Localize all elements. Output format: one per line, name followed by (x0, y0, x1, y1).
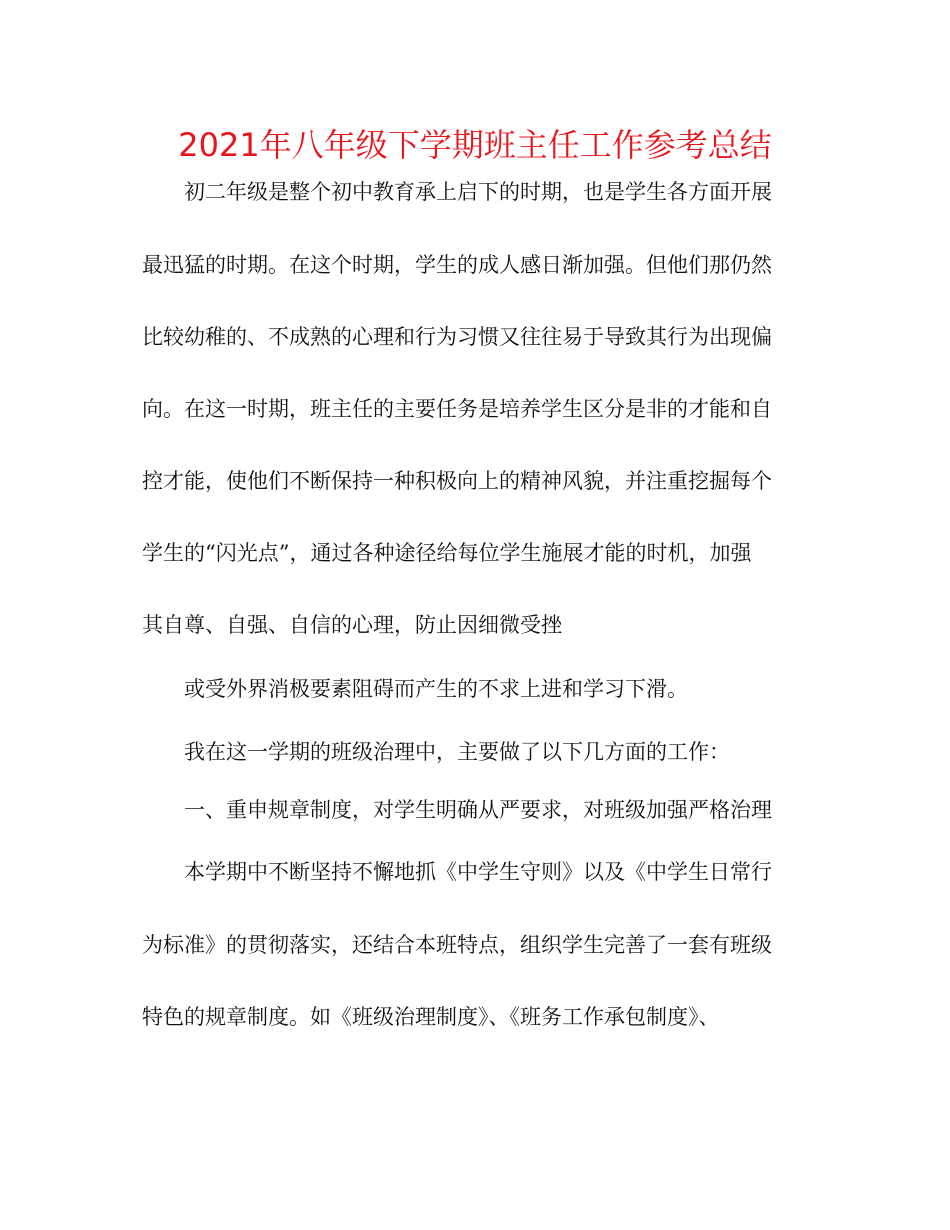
paragraph-line: 最迅猛的时期。在这个时期，学生的成人感日渐加强。但他们那仍然 (142, 253, 772, 277)
paragraph-line: 初二年级是整个初中教育承上启下的时期，也是学生各方面开展 (184, 180, 772, 204)
document-title: 2021年八年级下学期班主任工作参考总结 (178, 126, 772, 164)
paragraph-line: 本学期中不断坚持不懈地抓《中学生守则》以及《中学生日常行 (184, 860, 772, 884)
section-heading: 一、重申规章制度，对学生明确从严要求，对班级加强严格治理 (184, 798, 772, 822)
paragraph-line: 比较幼稚的、不成熟的心理和行为习惯又往往易于导致其行为出现偏 (142, 325, 772, 349)
paragraph-line: 特色的规章制度。如《班级治理制度》、《班务工作承包制度》、 (142, 1005, 720, 1029)
paragraph-line: 其自尊、自强、自信的心理，防止因细微受挫 (142, 613, 562, 637)
paragraph-line: 我在这一学期的班级治理中，主要做了以下几方面的工作： (184, 740, 730, 764)
paragraph-line: 或受外界消极要素阻碍而产生的不求上进和学习下滑。 (184, 677, 688, 701)
paragraph-line: 学生的“闪光点”，通过各种途径给每位学生施展才能的时机，加强 (142, 541, 752, 565)
paragraph-line: 向。在这一时期，班主任的主要任务是培养学生区分是非的才能和自 (142, 397, 772, 421)
paragraph-line: 为标准》的贯彻落实，还结合本班特点，组织学生完善了一套有班级 (142, 933, 772, 957)
paragraph-line: 控才能，使他们不断保持一种积极向上的精神风貌，并注重挖掘每个 (142, 469, 772, 493)
